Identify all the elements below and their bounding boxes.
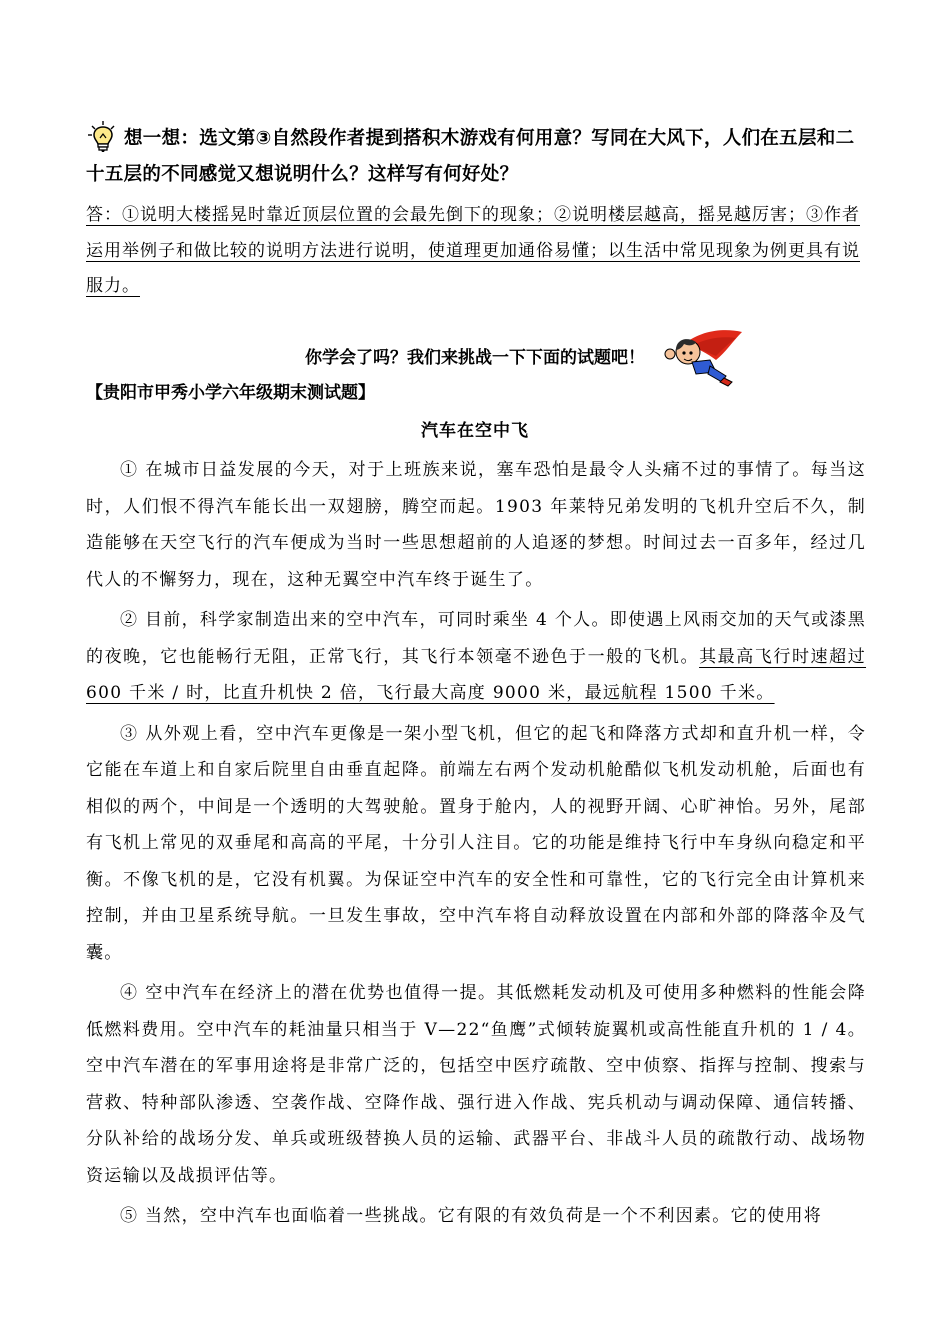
- paragraph-3: ③ 从外观上看，空中汽车更像是一架小型飞机，但它的起飞和降落方式却和直升机一样，令它能在车道上和自家后院里自由垂直起降。前端左右两个发动机舱酷似飞机发动机舱，后面也有相似的两个，中间是一个透明的大驾驶舱。置身于舱内，人的视野开阔、心旷神怡。另外，尾部有飞机上常见的双垂尾和高高的平尾，十分引人注目。它的功能是维持飞行中车身纵向稳定和平衡。不像飞机的是，它没有机翼。为保证空中汽车的安全性和可靠性，它的飞行完全由计算机来控制，并由卫星系统导航。一旦发生事故，空中汽车将自动释放设置在内部和外部的降落伞及气囊。: [86, 723, 866, 963]
- lightbulb-icon: [86, 120, 120, 154]
- paragraph-4: ④ 空中汽车在经济上的潜在优势也值得一提。其低燃耗发动机及可使用多种燃料的性能会降低燃料费用。空中汽车的耗油量只相当于 V—22“鱼鹰”式倾转旋翼机或高性能直升机的 1 / 4。空中汽车潜在的军事用途将是非常广泛的，包括空中医疗疏散、空中侦察、指挥与控制、搜索与营救、特种部队渗透、空袭作战、空降作战、强行进入作战、宪兵机动与调动保障、通信转播、分队补给的战场分发、单兵或班级替换人员的运输、武器平台、非战斗人员的疏散行动、战场物资运输以及战损评估等。: [86, 983, 866, 1186]
- think-question-text: 选文第③自然段作者提到搭积木游戏有何用意？写同在大风下，人们在五层和二十五层的不同感觉又想说明什么？这样写有何好处？: [86, 128, 855, 185]
- article-body: [86, 452, 866, 1239]
- paragraph-2-text: ② 目前，科学家制造出来的空中汽车，可同时乘坐 4 个人。即使遇上风雨交加的天气或漆黑的夜晚，它也能畅行无阻，正常飞行，其飞行本领毫不逊色于一般的飞机。: [86, 610, 866, 667]
- challenge-heading: 你学会了吗？我们来挑战一下下面的试题吧！: [305, 348, 645, 368]
- paragraph-1: ① 在城市日益发展的今天，对于上班族来说，塞车恐怕是最令人头痛不过的事情了。每当这时，人们恨不得汽车能长出一双翅膀，腾空而起。1903 年莱特兄弟发明的飞机升空后不久，制造能够在天空飞行的汽车便成为当时一些思想超前的人追逐的梦想。时间过去一百多年，经过几代人的不懈努力，现在，这种无翼空中汽车终于诞生了。: [86, 460, 866, 590]
- article-title: 汽车在空中飞: [421, 421, 529, 441]
- think-label: 想一想：: [124, 128, 200, 149]
- think-question: [86, 120, 866, 193]
- paragraph-2-underlined: 其最高飞行时速超过 600 千米 / 时，比直升机快 2 倍，飞行最大高度 9000 米，最远航程 1500 千米。: [86, 646, 867, 703]
- flying-hero-icon: [662, 326, 742, 390]
- paragraph-2: [86, 602, 866, 712]
- paragraph-5: ⑤ 当然，空中汽车也面临着一些挑战。它有限的有效负荷是一个不利因素。它的使用将: [120, 1206, 823, 1226]
- answer-text: 答：①说明大楼摇晃时靠近顶层位置的会最先倒下的现象；②说明楼层越高，摇晃越厉害；③作者运用举例子和做比较的说明方法进行说明，使道理更加通俗易懂；以生活中常见现象为例更具有说服力。: [86, 205, 860, 296]
- exam-source: 【贵阳市甲秀小学六年级期末测试题】: [86, 383, 375, 403]
